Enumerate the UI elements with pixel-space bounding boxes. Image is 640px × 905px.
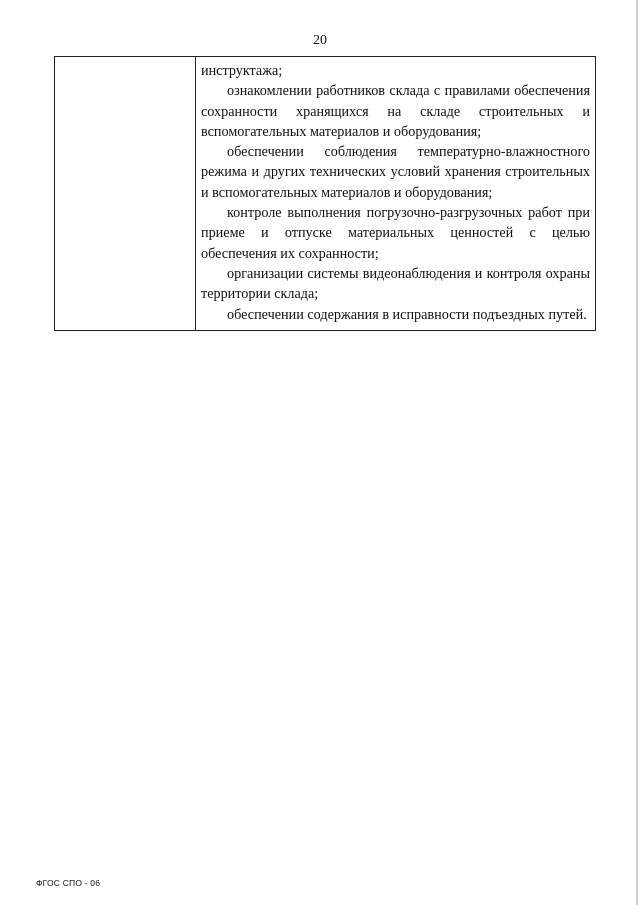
- paragraph-temperature-humidity: обеспечении соблюдения температурно-влажностного режима и других технических условий хранения строительных и вспомогательных материалов и оборудования;: [201, 144, 590, 201]
- left-cell-text: [55, 57, 195, 66]
- page-edge: [636, 0, 638, 905]
- table-cell-right: [196, 57, 596, 331]
- content-table: [54, 56, 596, 331]
- table-cell-left: [55, 57, 196, 331]
- footer-document-code: ФГОС СПО - 06: [36, 878, 101, 888]
- table-row: [55, 57, 596, 331]
- paragraph-video-surveillance: организации системы видеонаблюдения и контроля охраны территории склада;: [201, 265, 590, 303]
- paragraph-access-roads: обеспечении содержания в исправности подъездных путей.: [227, 306, 587, 323]
- paragraph-staff-familiarization: ознакомлении работников склада с правилами обеспечения сохранности хранящихся на складе строительных и вспомогательных материалов и оборудования;: [201, 83, 590, 140]
- paragraph-loading-control: контроле выполнения погрузочно-разгрузочных работ при приеме и отпуске материальных ценностей с целью обеспечения их сохранности;: [201, 205, 590, 262]
- page-number: 20: [313, 33, 327, 48]
- paragraph-continuation: инструктажа;: [201, 63, 283, 79]
